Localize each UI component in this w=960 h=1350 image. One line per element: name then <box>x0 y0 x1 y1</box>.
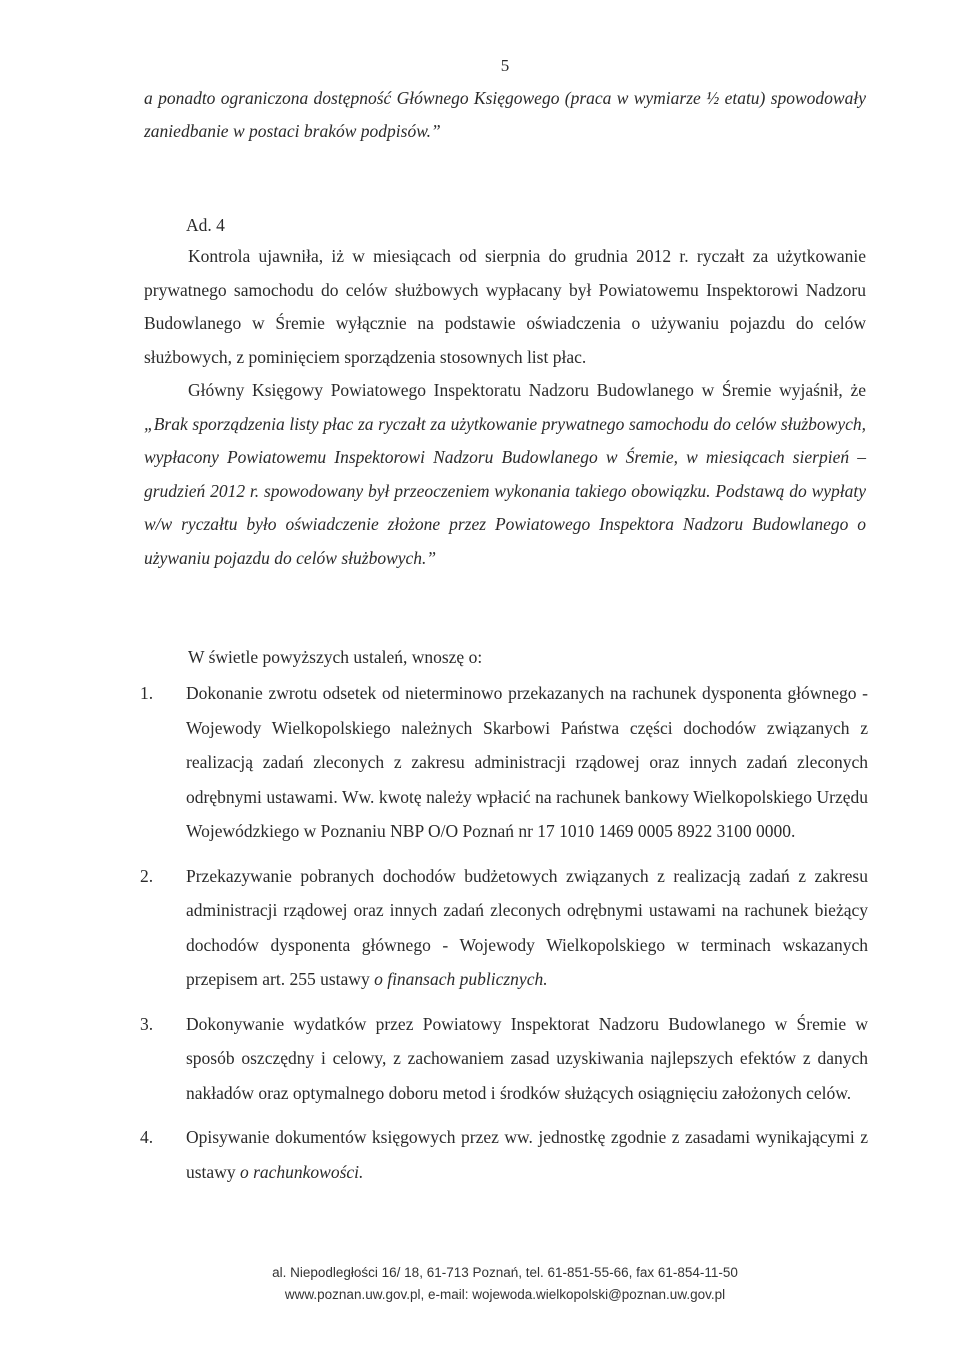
item-text-italic: o rachunkowości. <box>239 1161 364 1182</box>
explanation-quote: „Brak sporządzenia listy płac za ryczałt za użytkowanie prywatnego samochodu do celów służbowych, wypłacony Powiatowemu Inspektorowi Nadzoru Budowlanego w Śremie, w miesiącach sierpień – grudzień 2012 r. spowodowany był przeoczeniem wykonania takiego obowiązku. Podstawą do wypłaty w/w ryczałtu było oświadczenie złożone przez Powiatowego Inspektora Nadzoru Budowlanego o używaniu pojazdu do celów służbowych.” <box>144 413 866 568</box>
item-text-italic: o finansach publicznych. <box>374 969 548 989</box>
recommendations-list <box>140 676 868 1199</box>
item-text: Dokonanie zwrotu odsetek od nieterminowo przekazanych na rachunek dysponenta głównego - Wojewody Wielkopolskiego należnych Skarbowi Państwa części dochodów związanych z realizacją zadań zleconych z zakresu administracji rządowej oraz innych zadań zleconych odrębnymi ustawami. Ww. kwotę należy wpłacić na rachunek bankowy Wielkopolskiego Urzędu Wojewódzkiego w Poznaniu NBP O/O Poznań nr 17 1010 1469 0005 8922 3100 0000. <box>186 683 868 841</box>
footer-contact: www.poznan.uw.gov.pl, e-mail: wojewoda.wielkopolski@poznan.uw.gov.pl <box>284 1287 726 1302</box>
item-number: 2. <box>140 865 154 886</box>
item-number: 1. <box>140 683 154 703</box>
item-number: 4. <box>140 1127 154 1147</box>
item-text: Dokonywanie wydatków przez Powiatowy Inspektorat Nadzoru Budowlanego w Śremie w sposób oszczędny i celowy, z zachowaniem zasad uzyskiwania najlepszych efektów z danych nakładów oraz optymalnego doboru metod i środków służących osiągnięciu założonych celów. <box>186 1013 868 1103</box>
quote-continuation-text: a ponadto ograniczona dostępność Głównego Księgowego (praca w wymiarze ½ etatu) spowodowały zaniedbanie w postaci braków podpisów.” <box>144 88 866 141</box>
item-text: Opisywanie dokumentów księgowych przez ww. jednostkę zgodnie z zasadami wynikającymi z ustawy <box>186 1127 868 1182</box>
item-number: 3. <box>140 1013 154 1034</box>
paragraph-explanation <box>144 374 866 575</box>
explanation-intro: Główny Księgowy Powiatowego Inspektoratu Nadzoru Budowlanego w Śremie wyjaśnił, że <box>188 380 866 400</box>
paragraph-findings: Kontrola ujawniła, iż w miesiącach od sierpnia do grudnia 2012 r. ryczałt za użytkowanie prywatnego samochodu do celów służbowych wypłacany był Powiatowemu Inspektorowi Nadzoru Budowlanego w Śremie wyłącznie na podstawie oświadczenia o używaniu pojazdu do celów służbowych, z pominięciem sporządzenia stosownych list płac. <box>144 246 866 367</box>
page-footer <box>0 1262 960 1306</box>
list-item <box>140 1120 868 1189</box>
list-item <box>140 676 868 849</box>
item-text: Przekazywanie pobranych dochodów budżetowych związanych z realizacją zadań z zakresu administracji rządowej oraz innych zadań zleconych odrębnymi ustawami na rachunek bieżący dochodów dysponenta głównego - Wojewody Wielkopolskiego w terminach wskazanych przepisem art. 255 ustawy <box>186 865 868 989</box>
section-heading: Ad. 4 <box>186 215 225 235</box>
list-item <box>140 1007 868 1111</box>
section-ad4 <box>144 210 866 575</box>
conclusions-intro: W świetle powyższych ustaleń, wnoszę o: <box>188 647 483 667</box>
footer-address: al. Niepodległości 16/ 18, 61-713 Poznań, tel. 61-851-55-66, fax 61-854-11-50 <box>272 1265 738 1280</box>
list-item <box>140 859 868 997</box>
page-number: 5 <box>500 56 510 75</box>
